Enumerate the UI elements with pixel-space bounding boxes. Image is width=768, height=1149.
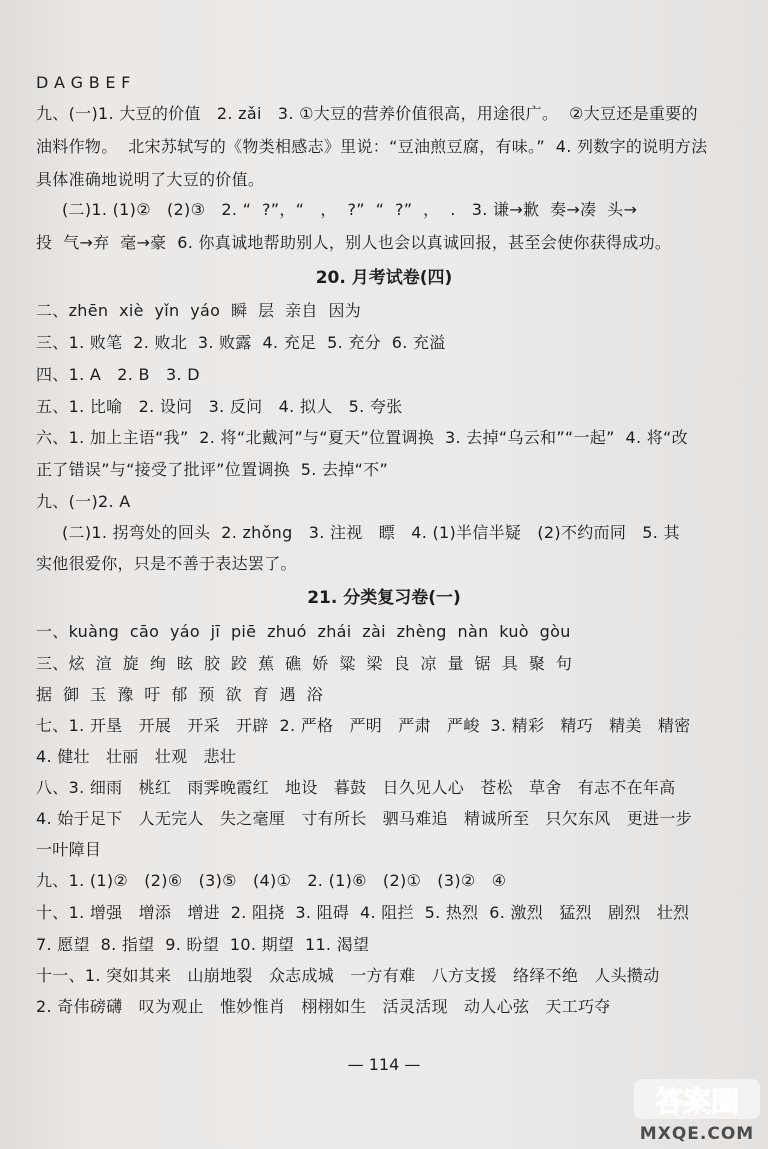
text-line: 一叶障目 [36,840,102,859]
watermark-url-text: MXQE.COM [639,1124,755,1144]
text-line: 实他很爱你，只是不善于表达罢了。 [36,554,297,573]
text-line: 八、3. 细雨 桃红 雨霁晚霞红 地设 暮鼓 日久见人心 苍松 草舍 有志不在年高 [36,778,676,797]
text-line: (二)1. 拐弯处的回头 2. zhǒng 3. 注视 瞟 4. (1)半信半疑 (2)不约而同 5. 其 [62,523,680,542]
page-number: — 114 — [347,1055,421,1074]
section-heading: 21. 分类复习卷(一) [307,588,461,608]
text-line: 七、1. 开垦 开展 开采 开辟 2. 严格 严明 严肃 严峻 3. 精彩 精巧 精美 精密 [36,716,691,735]
text-line: 四、1. A 2. B 3. D [36,365,200,384]
text-line: 具体准确地说明了大豆的价值。 [36,170,265,189]
text-line: 三、炫 渲 旋 绚 眩 胶 跤 蕉 礁 娇 粱 梁 良 凉 量 锯 具 聚 句 [36,654,573,673]
text-line: 正了错误”与“接受了批评”位置调换 5. 去掉“不” [36,460,389,479]
watermark-logo-text: 答案圈 [654,1085,740,1118]
text-line: 2. 奇伟磅礴 叹为观止 惟妙惟肖 栩栩如生 活灵活现 动人心弦 天工巧夺 [36,997,611,1016]
text-line: 4. 始于足下 人无完人 失之毫厘 寸有所长 驷马难追 精诚所至 只欠东风 更进一步 [36,809,692,828]
text-line: 六、1. 加上主语“我” 2. 将“北戴河”与“夏天”位置调换 3. 去掉“乌云和”“一起” 4. 将“改 [36,428,688,447]
text-line: 投 气→弃 毫→豪 6. 你真诚地帮助别人，别人也会以真诚回报，甚至会使你获得成功。 [36,233,672,252]
text-line: 油料作物。 北宋苏轼写的《物类相感志》里说：“豆油煎豆腐，有味。” 4. 列数字的说明方法 [36,137,708,156]
text-line: D A G B E F [36,73,131,92]
text-line: (二)1. (1)② (2)③ 2. “ ?”，“ ， ?” “ ?” ， . 3. 谦→歉 奏→凑 头→ [62,200,638,219]
text-line: 三、1. 败笔 2. 败北 3. 败露 4. 充足 5. 充分 6. 充溢 [36,333,446,352]
text-line: 五、1. 比喻 2. 设问 3. 反问 4. 拟人 5. 夸张 [36,397,403,416]
text-line: 九、(一)1. 大豆的价值 2. zǎi 3. ①大豆的营养价值很高，用途很广。 ②大豆还是重要的 [36,104,698,123]
watermark-logo-icon [632,1075,762,1145]
text-line: 二、zhēn xiè yǐn yáo 瞬 层 亲自 因为 [36,301,362,320]
text-line: 十、1. 增强 增添 增进 2. 阻挠 3. 阻碍 4. 阻拦 5. 热烈 6. 激烈 猛烈 剧烈 壮烈 [36,903,690,922]
text-line: 据 御 玉 豫 吁 郁 预 欲 育 遇 浴 [36,685,324,704]
text-line: 九、1. (1)② (2)⑥ (3)⑤ (4)① 2. (1)⑥ (2)① (3)② ④ [36,871,507,890]
section-heading: 20. 月考试卷(四) [315,268,453,288]
watermark-logo [632,1075,762,1145]
text-line: 7. 愿望 8. 指望 9. 盼望 10. 期望 11. 渴望 [36,935,370,954]
text-line: 十一、1. 突如其来 山崩地裂 众志成城 一方有难 八方支援 络绎不绝 人头攒动 [36,966,660,985]
text-line: 九、(一)2. A [36,492,131,511]
text-line: 一、kuàng cāo yáo jī piē zhuó zhái zài zhèng nàn kuò gòu [36,622,571,641]
text-line: 4. 健壮 壮丽 壮观 悲壮 [36,747,237,766]
